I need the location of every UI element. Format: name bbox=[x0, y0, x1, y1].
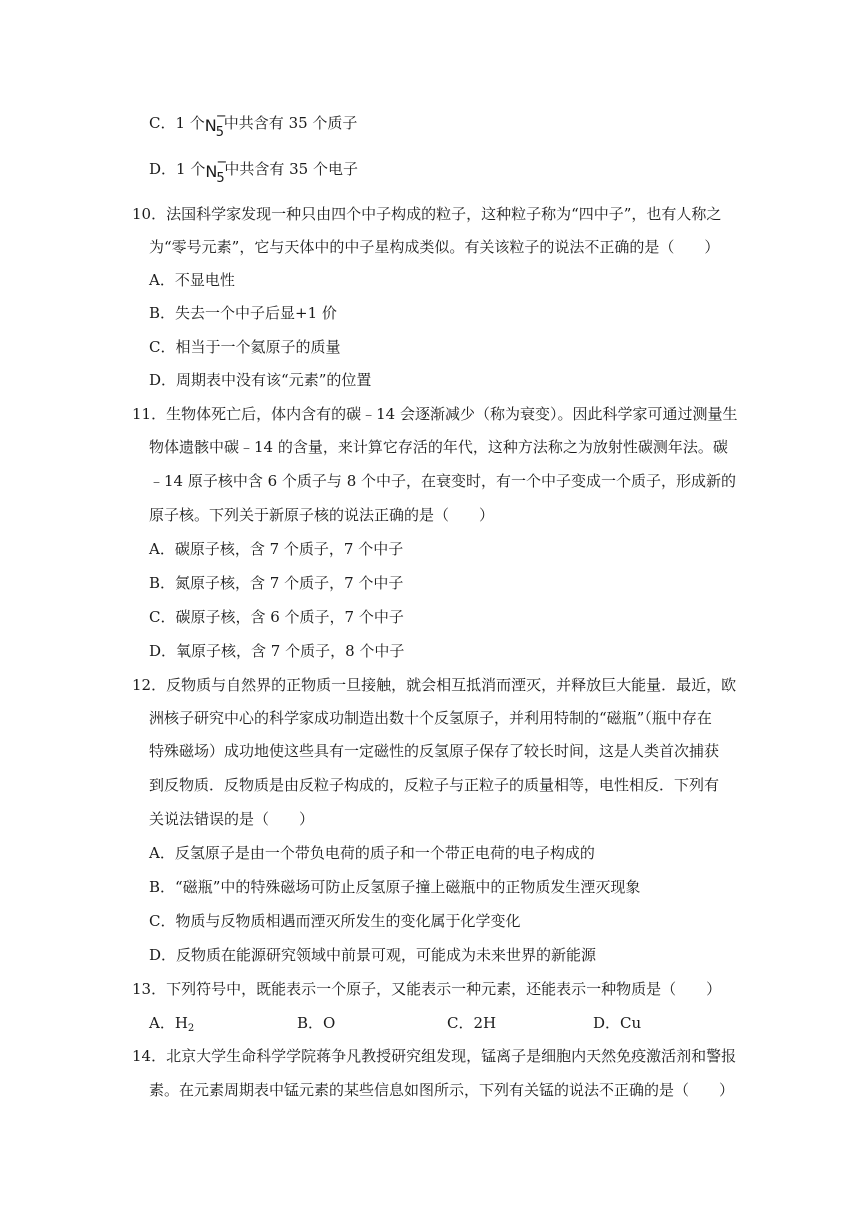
q11-stem-line-2: 物体遗骸中碳﹣14 的含量，来计算它存活的年代，这种方法称之为放射性碳测年法。碳 bbox=[149, 438, 728, 456]
q12-stem-line-5: 关说法错误的是（ ） bbox=[149, 810, 315, 828]
option-text: 中共含有 35 个电子 bbox=[224, 160, 358, 178]
q10-option-a: A．不显电性 bbox=[149, 271, 235, 289]
q12-stem-line-2: 洲核子研究中心的科学家成功制造出数十个反氢原子，并利用特制的“磁瓶”（瓶中存在 bbox=[149, 709, 712, 727]
q11-option-c: C．碳原子核，含 6 个质子，7 个中子 bbox=[149, 608, 404, 626]
q9-option-d bbox=[149, 155, 358, 186]
q11-option-d: D．氧原子核，含 7 个质子，8 个中子 bbox=[149, 642, 405, 660]
q9-option-c bbox=[149, 109, 358, 140]
formula-charge: − bbox=[216, 155, 228, 170]
q13-stem: 13．下列符号中，既能表示一个原子，又能表示一种元素，还能表示一种物质是（ ） bbox=[132, 980, 722, 998]
q14-stem-line-1: 14．北京大学生命科学学院蒋争凡教授研究组发现，锰离子是细胞内天然免疫激活剂和警报 bbox=[132, 1047, 737, 1065]
q11-option-b: B．氮原子核，含 7 个质子，7 个中子 bbox=[149, 574, 404, 592]
q12-option-a: A．反氢原子是由一个带负电荷的质子和一个带正电荷的电子构成的 bbox=[149, 844, 595, 862]
q10-stem-line-2: 为“零号元素”，它与天体中的中子星构成类似。有关该粒子的说法不正确的是（ ） bbox=[149, 238, 720, 256]
q11-option-a: A．碳原子核，含 7 个质子，7 个中子 bbox=[149, 540, 404, 558]
q10-option-c: C．相当于一个氦原子的质量 bbox=[149, 338, 341, 356]
q10-stem-line-1: 10．法国科学家发现一种只由四个中子构成的粒子，这种粒子称为“四中子”，也有人称之 bbox=[132, 205, 722, 223]
q12-option-c: C．物质与反物质相遇而湮灭所发生的变化属于化学变化 bbox=[149, 912, 521, 930]
q12-stem-line-4: 到反物质．反物质是由反粒子构成的，反粒子与正粒子的质量相等，电性相反．下列有 bbox=[149, 776, 720, 794]
q14-stem-line-2: 素。在元素周期表中锰元素的某些信息如图所示，下列有关锰的说法不正确的是（ ） bbox=[149, 1081, 735, 1099]
q11-stem-line-1: 11．生物体死亡后，体内含有的碳﹣14 会逐渐减少（称为衰变）。因此科学家可通过测量生 bbox=[132, 405, 738, 423]
formula-charge: − bbox=[215, 109, 227, 124]
option-prefix: C．1 个 bbox=[149, 114, 205, 132]
q11-stem-line-4: 原子核。下列关于新原子核的说法正确的是（ ） bbox=[149, 506, 495, 524]
q11-stem-line-3: ﹣14 原子核中含 6 个质子与 8 个中子，在衰变时，有一个中子变成一个质子，形成新的 bbox=[149, 472, 737, 490]
q13-option-b: B．O bbox=[297, 1014, 336, 1032]
formula-symbol: N bbox=[204, 116, 217, 135]
n5-anion-formula bbox=[204, 109, 227, 140]
q12-stem-line-1: 12．反物质与自然界的正物质一旦接触，就会相互抵消而湮灭，并释放巨大能量．最近，欧 bbox=[132, 676, 737, 694]
option-text: A．H bbox=[149, 1014, 188, 1032]
option-text: 中共含有 35 个质子 bbox=[223, 114, 358, 132]
n5-anion-formula bbox=[205, 155, 228, 186]
formula-subscript: 5 bbox=[215, 125, 225, 140]
q10-option-d: D．周期表中没有该“元素”的位置 bbox=[149, 371, 372, 389]
formula-subscript: 5 bbox=[216, 171, 225, 186]
formula-symbol: N bbox=[205, 162, 218, 181]
q12-option-d: D．反物质在能源研究领域中前景可观，可能成为未来世界的新能源 bbox=[149, 946, 597, 964]
q12-stem-line-3: 特殊磁场）成功地使这些具有一定磁性的反氢原子保存了较长时间，这是人类首次捕获 bbox=[149, 742, 720, 760]
q13-option-d: D．Cu bbox=[593, 1014, 642, 1032]
q13-option-c: C．2H bbox=[447, 1014, 497, 1032]
q13-option-a bbox=[149, 1013, 194, 1039]
q10-option-b: B．失去一个中子后显+1 价 bbox=[149, 304, 337, 322]
q12-option-b: B．“磁瓶”中的特殊磁场可防止反氢原子撞上磁瓶中的正物质发生湮灭现象 bbox=[149, 878, 641, 896]
formula-subscript: 2 bbox=[187, 1023, 195, 1034]
option-prefix: D．1 个 bbox=[149, 160, 206, 178]
